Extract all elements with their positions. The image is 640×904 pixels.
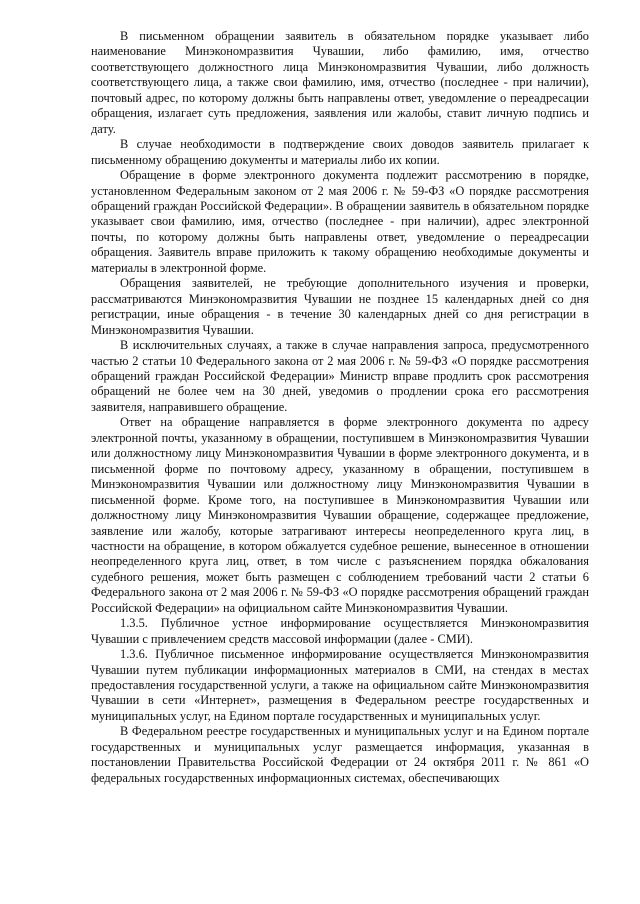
paragraph-response-delivery: Ответ на обращение направляется в форме электронного документа по адресу электронной почты, указанному в обращении, поступившем в Минэкономразвития Чувашии или должностному лицу Минэкономразвития Чувашии в форме электронного документа, и в письменной форме по почтовому адресу, указанному в обращении, поступившем в Минэкономразвития Чувашии или должностному лицу Минэкономразвития Чувашии в письменной форме. Кроме того, на поступившее в Минэкономразвития Чувашии или должностному лицу Минэкономразвития Чувашии обращение, содержащее предложение, заявление или жалобу, которые затрагивают интересы неопределенного круга лиц, в частности на обращение, в котором обжалуется судебное решение, вынесенное в отношении неопределенного круга лиц, ответ, в том числе с разъяснением порядка обжалования судебного решения, может быть размещен с соблюдением требований части 2 статьи 6 Федерального закона от 2 мая 2006 г. № 59-ФЗ «О порядке рассмотрения обращений граждан Российской Федерации» на официальном сайте Минэкономразвития Чувашии. xyxy=(91,415,589,615)
paragraph-supporting-documents: В случае необходимости в подтверждение своих доводов заявитель прилагает к письменному обращению документы и материалы либо их копии. xyxy=(91,137,589,167)
paragraph-deadline-extension: В исключительных случаях, а также в случае направления запроса, предусмотренного частью 2 статьи 10 Федерального закона от 2 мая 2006 г. № 59-ФЗ «О порядке рассмотрения обращений граждан Российской Федерации» Министр вправе продлить срок рассмотрения обращений не более чем на 30 дней, уведомив о продлении срока его рассмотрения заявителя, направившего обращение. xyxy=(91,338,589,414)
paragraph-federal-registry: В Федеральном реестре государственных и муниципальных услуг и на Едином портале государственных и муниципальных услуг размещается информация, указанная в постановлении Правительства Российской Федерации от 24 октября 2011 г. № 861 «О федеральных государственных информационных системах, обеспечивающих xyxy=(91,724,589,785)
paragraph-review-deadlines: Обращения заявителей, не требующие дополнительного изучения и проверки, рассматриваются Минэкономразвития Чувашии не позднее 15 календарных дней со дня регистрации, иные обращения - в течение 30 календарных дней со дня регистрации в Минэкономразвития Чувашии. xyxy=(91,276,589,337)
paragraph-section-1-3-6: 1.3.6. Публичное письменное информирование осуществляется Минэкономразвития Чувашии путем публикации информационных материалов в СМИ, на стендах в местах предоставления государственной услуги, а также на официальном сайте Минэкономразвития Чувашии в сети «Интернет», размещения в Федеральном реестре государственных и муниципальных услуг, на Едином портале государственных и муниципальных услуг. xyxy=(91,647,589,723)
paragraph-written-appeal-requirements: В письменном обращении заявитель в обязательном порядке указывает либо наименование Минэкономразвития Чувашии, либо фамилию, имя, отчество соответствующего должностного лица Минэкономразвития Чувашии, либо должность соответствующего лица, а также свои фамилию, имя, отчество (последнее - при наличии), почтовый адрес, по которому должны быть направлены ответ, уведомление о переадресации обращения, излагает суть предложения, заявления или жалобы, ставит личную подпись и дату. xyxy=(91,29,589,136)
paragraph-section-1-3-5: 1.3.5. Публичное устное информирование осуществляется Минэкономразвития Чувашии с привлечением средств массовой информации (далее - СМИ). xyxy=(91,616,589,646)
paragraph-electronic-appeal: Обращение в форме электронного документа подлежит рассмотрению в порядке, установленном Федеральным законом от 2 мая 2006 г. № 59-ФЗ «О порядке рассмотрения обращений граждан Российской Федерации». В обращении заявитель в обязательном порядке указывает свои фамилию, имя, отчество (последнее - при наличии), адрес электронной почты, по которому должны быть направлены ответ, уведомление о переадресации обращения. Заявитель вправе приложить к такому обращению необходимые документы и материалы в электронной форме. xyxy=(91,168,589,275)
